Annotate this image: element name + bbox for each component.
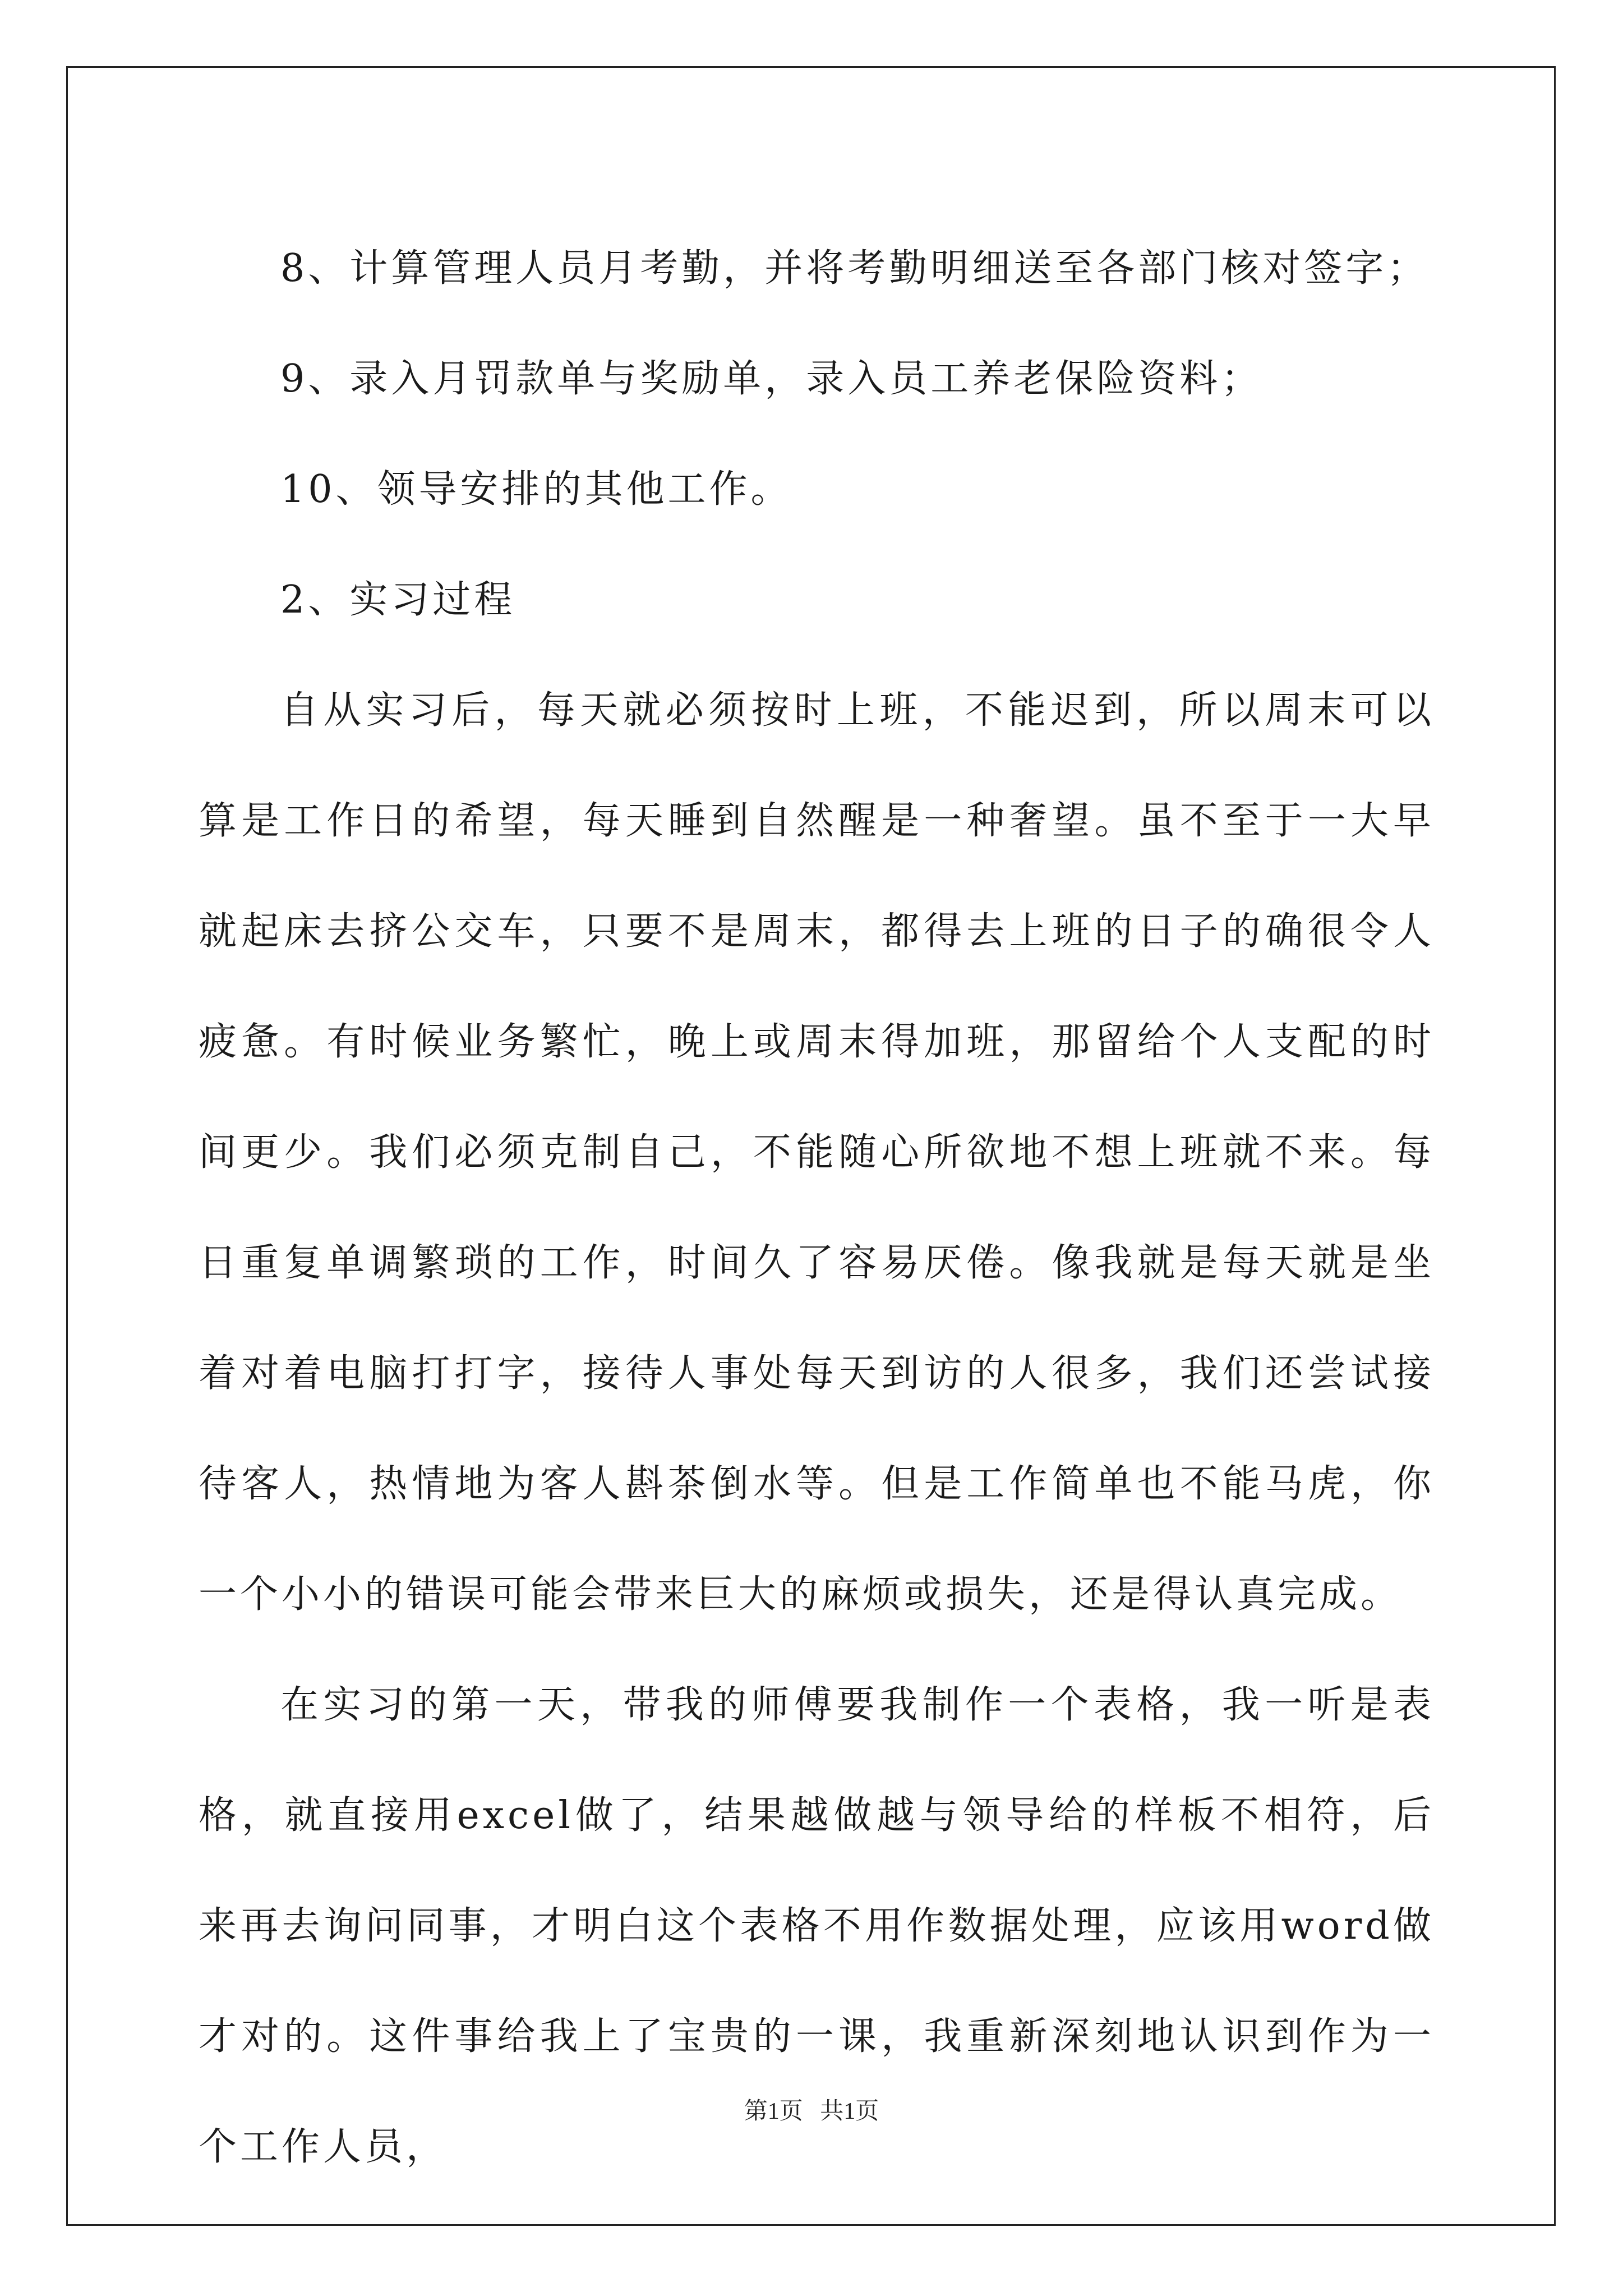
page-total: 共1页 (820, 2099, 879, 2124)
document-body (199, 213, 1435, 2202)
body-paragraph: 自从实习后，每天就必须按时上班，不能迟到，所以周末可以算是工作日的希望，每天睡到自然醒是一种奢望。虽不至于一大早就起床去挤公交车，只要不是周末，都得去上班的日子的确很令人疲惫。有时候业务繁忙，晚上或周末得加班，那留给个人支配的时间更少。我们必须克制自己，不能随心所欲地不想上班就不来。每日重复单调繁琐的工作，时间久了容易厌倦。像我就是每天就是坐着对着电脑打打字，接待人事处每天到访的人很多，我们还尝试接待客人，热情地为客人斟茶倒水等。但是工作简单也不能马虎，你一个小小的错误可能会带来巨大的麻烦或损失，还是得认真完成。 (199, 688, 1435, 1617)
list-item: 10、领导安排的其他工作。 (280, 467, 792, 512)
page-number: 第1页 (744, 2099, 803, 2124)
list-item: 8、计算管理人员月考勤，并将考勤明细送至各部门核对签字； (280, 246, 1429, 291)
body-paragraph: 在实习的第一天，带我的师傅要我制作一个表格，我一听是表格，就直接用excel做了，结果越做越与领导给的样板不相符，后来再去询问同事，才明白这个表格不用作数据处理，应该用word做才对的。这件事给我上了宝贵的一课，我重新深刻地认识到作为一个工作人员， (199, 1683, 1435, 2169)
page-footer (0, 2092, 1623, 2126)
section-heading: 2、实习过程 (280, 578, 516, 622)
list-item: 9、录入月罚款单与奖励单，录入员工养老保险资料； (280, 357, 1263, 401)
